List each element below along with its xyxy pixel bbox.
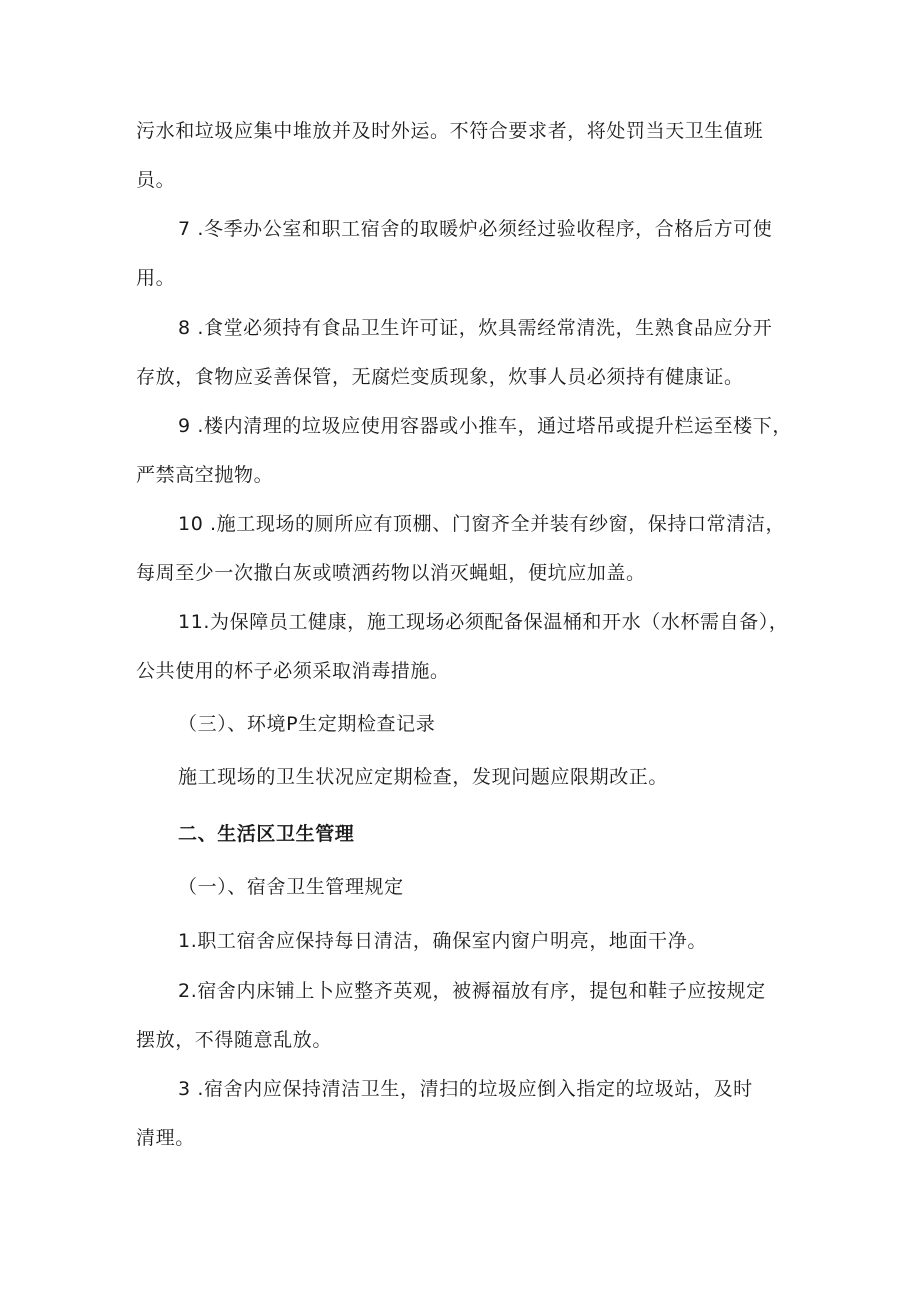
list-item-2: 2.宿舍内床铺上卜应整齐英观，被褥福放有序，提包和鞋子应按规定 [178, 980, 766, 1002]
chapter-heading: 二、生活区卫生管理 [178, 823, 355, 845]
paragraph-line: 污水和垃圾应集中堆放并及时外运。不符合要求者，将处罚当天卫生值班 [136, 120, 764, 142]
list-item-11: 11.为保障员工健康，施工现场必须配备保温桶和开水（水杯需自备）， [178, 611, 789, 633]
section-heading: （一）、宿舍卫生管理规定 [178, 876, 404, 898]
list-item-3: 3 .宿舍内应保持清洁卫生，清扫的垃圾应倒入指定的垃圾站，及时 [178, 1078, 753, 1100]
paragraph-line: 存放，食物应妥善保管，无腐烂变质现象，炊事人员必须持有健康证。 [136, 366, 744, 388]
paragraph-line: 员。 [136, 169, 176, 191]
section-heading: （三）、环境P生定期检查记录 [178, 713, 436, 735]
paragraph-line: 施工现场的卫生状况应定期检查，发现问题应限期改正。 [178, 766, 669, 788]
paragraph-line: 摆放，不得随意乱放。 [136, 1029, 333, 1051]
paragraph-line: 严禁高空抛物。 [136, 464, 274, 486]
paragraph-line: 清理。 [136, 1127, 195, 1149]
list-item-9: 9 .楼内清理的垃圾应使用容器或小推车，通过塔吊或提升栏运至楼下， [178, 415, 792, 437]
paragraph-line: 用。 [136, 267, 176, 289]
list-item-8: 8 .食堂必须持有食品卫生许可证，炊具需经常清洗，生熟食品应分开 [178, 317, 773, 339]
list-item-10: 10 .施工现场的厕所应有顶棚、门窗齐全并装有纱窗，保持口常清洁， [178, 513, 786, 535]
paragraph-line: 每周至少一次撒白灰或喷洒药物以消灭蝇蛆，便坑应加盖。 [136, 562, 646, 584]
list-item-1: 1.职工宿舍应保持每日清洁，确保室内窗户明亮，地面干净。 [178, 930, 707, 952]
paragraph-line: 公共使用的杯子必须采取消毒措施。 [136, 660, 450, 682]
list-item-7: 7 .冬季办公室和职工宿舍的取暖炉必须经过验收程序，合格后方可使 [178, 218, 773, 240]
